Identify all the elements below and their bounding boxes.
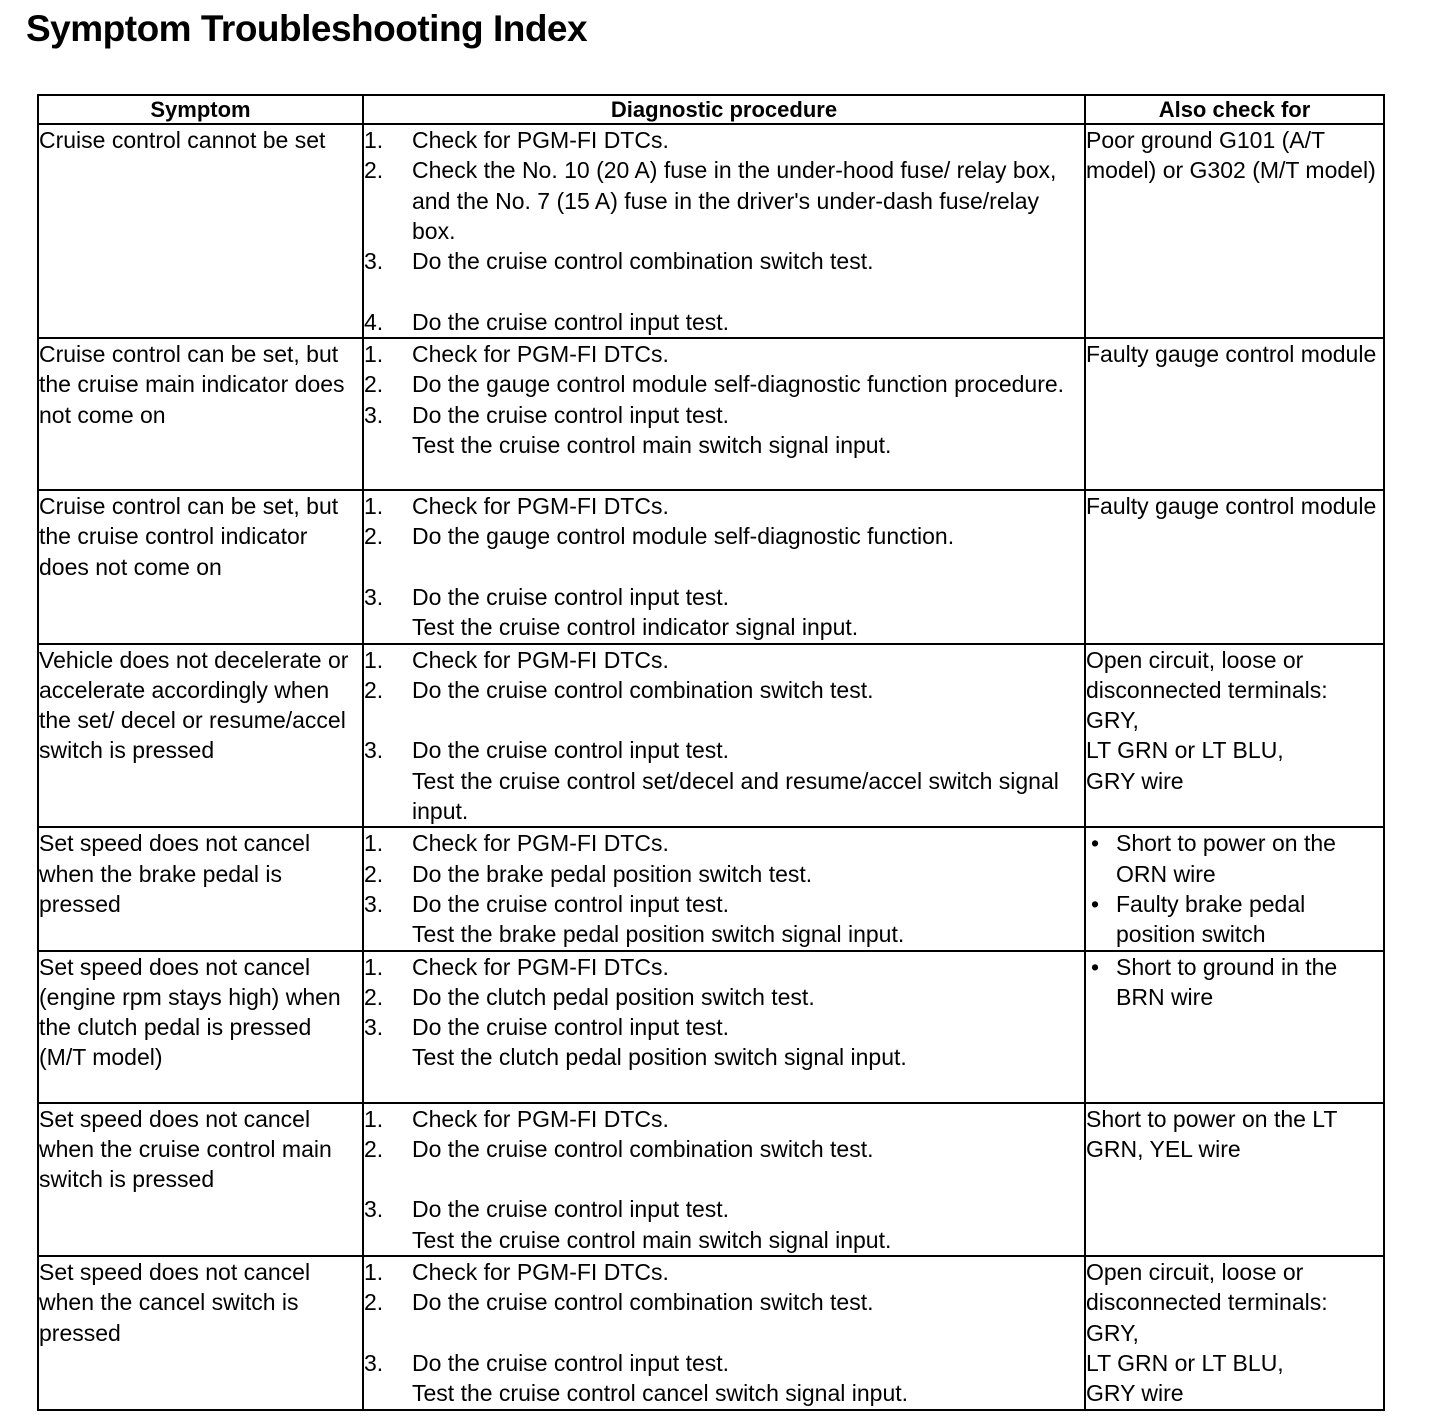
procedure-step [364, 735, 1084, 826]
step-text: Do the cruise control input test. [412, 401, 730, 428]
step-subtext: Test the cruise control cancel switch signal input. [412, 1380, 909, 1407]
symptom-cell: Cruise control can be set, but the cruise main indicator does not come on [38, 338, 363, 490]
step-text-group [412, 1194, 1084, 1255]
step-text: Check for PGM-FI DTCs. [412, 341, 669, 368]
procedure-step [364, 1104, 1084, 1134]
step-subtext: Test the clutch pedal position switch signal input. [412, 1044, 907, 1071]
step-subtext: Test the cruise control main switch signal input. [412, 431, 892, 458]
step-text-group [412, 1348, 1084, 1409]
also-check-line: Open circuit, loose or disconnected terminals: GRY, [1086, 646, 1328, 734]
procedure-step [364, 889, 1084, 950]
step-number: 3. [364, 1349, 384, 1376]
step-text: Do the gauge control module self-diagnostic function. [412, 523, 955, 550]
step-text-group [412, 735, 1084, 826]
symptom-cell: Set speed does not cancel (engine rpm stays high) when the clutch pedal is pressed (M/T model) [38, 951, 363, 1103]
bullet-icon: • [1091, 830, 1100, 857]
step-text: Do the cruise control combination switch test. [412, 248, 874, 275]
step-text: Check for PGM-FI DTCs. [412, 830, 669, 857]
step-number: 3. [364, 401, 384, 428]
step-number: 2. [364, 371, 384, 398]
also-check-line: Open circuit, loose or disconnected terminals: GRY, [1086, 1259, 1328, 1346]
also-check-cell: Poor ground G101 (A/T model) or G302 (M/T model) [1085, 124, 1384, 338]
step-subtext: Test the cruise control main switch signal input. [412, 1226, 892, 1253]
step-text-group [412, 400, 1084, 461]
procedure-cell [363, 338, 1085, 490]
bullet-text: Short to ground in the BRN wire [1116, 953, 1338, 1010]
procedure-step [364, 339, 1084, 369]
also-check-cell: Faulty gauge control module [1085, 490, 1384, 643]
step-number: 2. [364, 1135, 384, 1162]
step-text: Do the gauge control module self-diagnostic function procedure. [412, 371, 1065, 398]
step-number: 1. [364, 830, 384, 857]
bullet-item [1086, 828, 1383, 889]
step-text: Do the cruise control input test. [412, 583, 730, 610]
procedure-step [364, 307, 1084, 337]
step-subtext: Test the cruise control indicator signal input. [412, 614, 859, 641]
step-text: Check for PGM-FI DTCs. [412, 646, 669, 673]
symptom-cell: Cruise control can be set, but the cruise control indicator does not come on [38, 490, 363, 643]
table-row [38, 1103, 1384, 1256]
step-number: 1. [364, 1105, 384, 1132]
procedure-step [364, 1012, 1084, 1073]
step-number: 1. [364, 953, 384, 980]
step-text: Do the cruise control combination switch test. [412, 676, 874, 703]
step-number: 1. [364, 127, 384, 153]
step-text: Do the cruise control input test. [412, 737, 730, 764]
procedure-cell [363, 644, 1085, 828]
step-subtext: Test the brake pedal position switch signal input. [412, 921, 905, 948]
step-text: Do the cruise control input test. [412, 890, 730, 917]
procedure-step [364, 859, 1084, 889]
step-text: Do the cruise control combination switch test. [412, 1135, 874, 1162]
step-text: Check for PGM-FI DTCs. [412, 493, 669, 520]
table-row [38, 124, 1384, 338]
step-number: 3. [364, 737, 384, 764]
procedure-step [364, 1287, 1084, 1317]
step-text: Check for PGM-FI DTCs. [412, 1105, 669, 1132]
procedure-step [364, 521, 1084, 551]
also-check-cell: Faulty gauge control module [1085, 338, 1384, 490]
also-check-line: GRY wire [1086, 767, 1184, 794]
bullet-icon: • [1091, 953, 1100, 980]
symptom-cell: Vehicle does not decelerate or accelerate accordingly when the set/ decel or resume/accel switch is pressed [38, 644, 363, 828]
procedure-cell [363, 827, 1085, 950]
step-number: 3. [364, 248, 384, 275]
bullet-item [1086, 889, 1383, 950]
step-subtext: Test the cruise control set/decel and resume/accel switch signal input. [412, 767, 1059, 825]
step-number: 3. [364, 583, 384, 610]
procedure-step [364, 952, 1084, 982]
header-diagnostic-procedure: Diagnostic procedure [363, 95, 1085, 124]
symptom-cell: Cruise control cannot be set [38, 124, 363, 338]
procedure-step [364, 369, 1084, 399]
symptom-cell: Set speed does not cancel when the brake pedal is pressed [38, 827, 363, 950]
step-number: 1. [364, 646, 384, 673]
step-number: 3. [364, 890, 384, 917]
symptom-cell: Set speed does not cancel when the cancel switch is pressed [38, 1256, 363, 1409]
troubleshooting-table [37, 94, 1385, 1411]
procedure-step [364, 246, 1084, 276]
procedure-step [364, 828, 1084, 858]
procedure-step [364, 400, 1084, 461]
step-number: 2. [364, 860, 384, 887]
table-row [38, 827, 1384, 950]
procedure-step [364, 155, 1084, 246]
also-check-line: LT GRN or LT BLU, [1086, 1349, 1284, 1376]
table-row [38, 951, 1384, 1103]
step-number: 1. [364, 493, 384, 520]
also-check-cell [1085, 1256, 1384, 1409]
bullet-item [1086, 952, 1383, 1013]
header-row [38, 95, 1384, 124]
also-check-cell [1085, 951, 1384, 1103]
step-text: Check for PGM-FI DTCs. [412, 1259, 669, 1286]
page-title: Symptom Troubleshooting Index [26, 8, 588, 49]
also-check-line: LT GRN or LT BLU, [1086, 737, 1284, 764]
step-number: 1. [364, 1259, 384, 1286]
step-text: Do the cruise control input test. [412, 308, 730, 335]
step-text: Check for PGM-FI DTCs. [412, 953, 669, 980]
step-text: Do the clutch pedal position switch test. [412, 983, 815, 1010]
step-text-group [412, 889, 1084, 950]
step-number: 1. [364, 341, 384, 368]
procedure-cell [363, 1256, 1085, 1409]
step-text: Do the cruise control input test. [412, 1349, 730, 1376]
step-number: 2. [364, 676, 384, 703]
procedure-cell [363, 951, 1085, 1103]
procedure-step [364, 125, 1084, 155]
procedure-step [364, 645, 1084, 675]
step-text: Do the cruise control combination switch test. [412, 1289, 874, 1316]
procedure-step [364, 982, 1084, 1012]
procedure-step [364, 1257, 1084, 1287]
step-number: 3. [364, 1196, 384, 1223]
also-check-cell [1085, 644, 1384, 828]
table-row [38, 338, 1384, 490]
step-text: Do the brake pedal position switch test. [412, 860, 813, 887]
header-also-check-for: Also check for [1085, 95, 1384, 124]
also-check-cell [1085, 827, 1384, 950]
table-row [38, 644, 1384, 828]
procedure-cell [363, 490, 1085, 643]
bullet-text: Faulty brake pedal position switch [1116, 890, 1306, 948]
procedure-step [364, 675, 1084, 705]
header-symptom: Symptom [38, 95, 363, 124]
step-number: 2. [364, 1289, 384, 1316]
procedure-step [364, 491, 1084, 521]
step-number: 2. [364, 157, 384, 184]
also-check-cell: Short to power on the LT GRN, YEL wire [1085, 1103, 1384, 1256]
step-text: Check for PGM-FI DTCs. [412, 127, 669, 153]
procedure-step [364, 582, 1084, 643]
procedure-cell [363, 1103, 1085, 1256]
step-number: 3. [364, 1014, 384, 1041]
also-check-line: GRY wire [1086, 1380, 1184, 1407]
bullet-icon: • [1091, 890, 1100, 917]
table-row [38, 490, 1384, 643]
step-text: Do the cruise control input test. [412, 1196, 730, 1223]
bullet-text: Short to power on the ORN wire [1116, 830, 1336, 887]
procedure-step [364, 1134, 1084, 1164]
symptom-cell: Set speed does not cancel when the cruise control main switch is pressed [38, 1103, 363, 1256]
step-text: Do the cruise control input test. [412, 1014, 730, 1041]
procedure-step [364, 1348, 1084, 1409]
step-number: 4. [364, 308, 384, 335]
procedure-step [364, 1194, 1084, 1255]
step-text: Check the No. 10 (20 A) fuse in the under-hood fuse/ relay box, and the No. 7 (15 A) fuse in the driver's under-dash fuse/relay box. [412, 157, 1057, 244]
table-row [38, 1256, 1384, 1409]
step-text-group [412, 582, 1084, 643]
step-number: 2. [364, 983, 384, 1010]
step-text-group [412, 1012, 1084, 1073]
step-number: 2. [364, 523, 384, 550]
procedure-cell [363, 124, 1085, 338]
